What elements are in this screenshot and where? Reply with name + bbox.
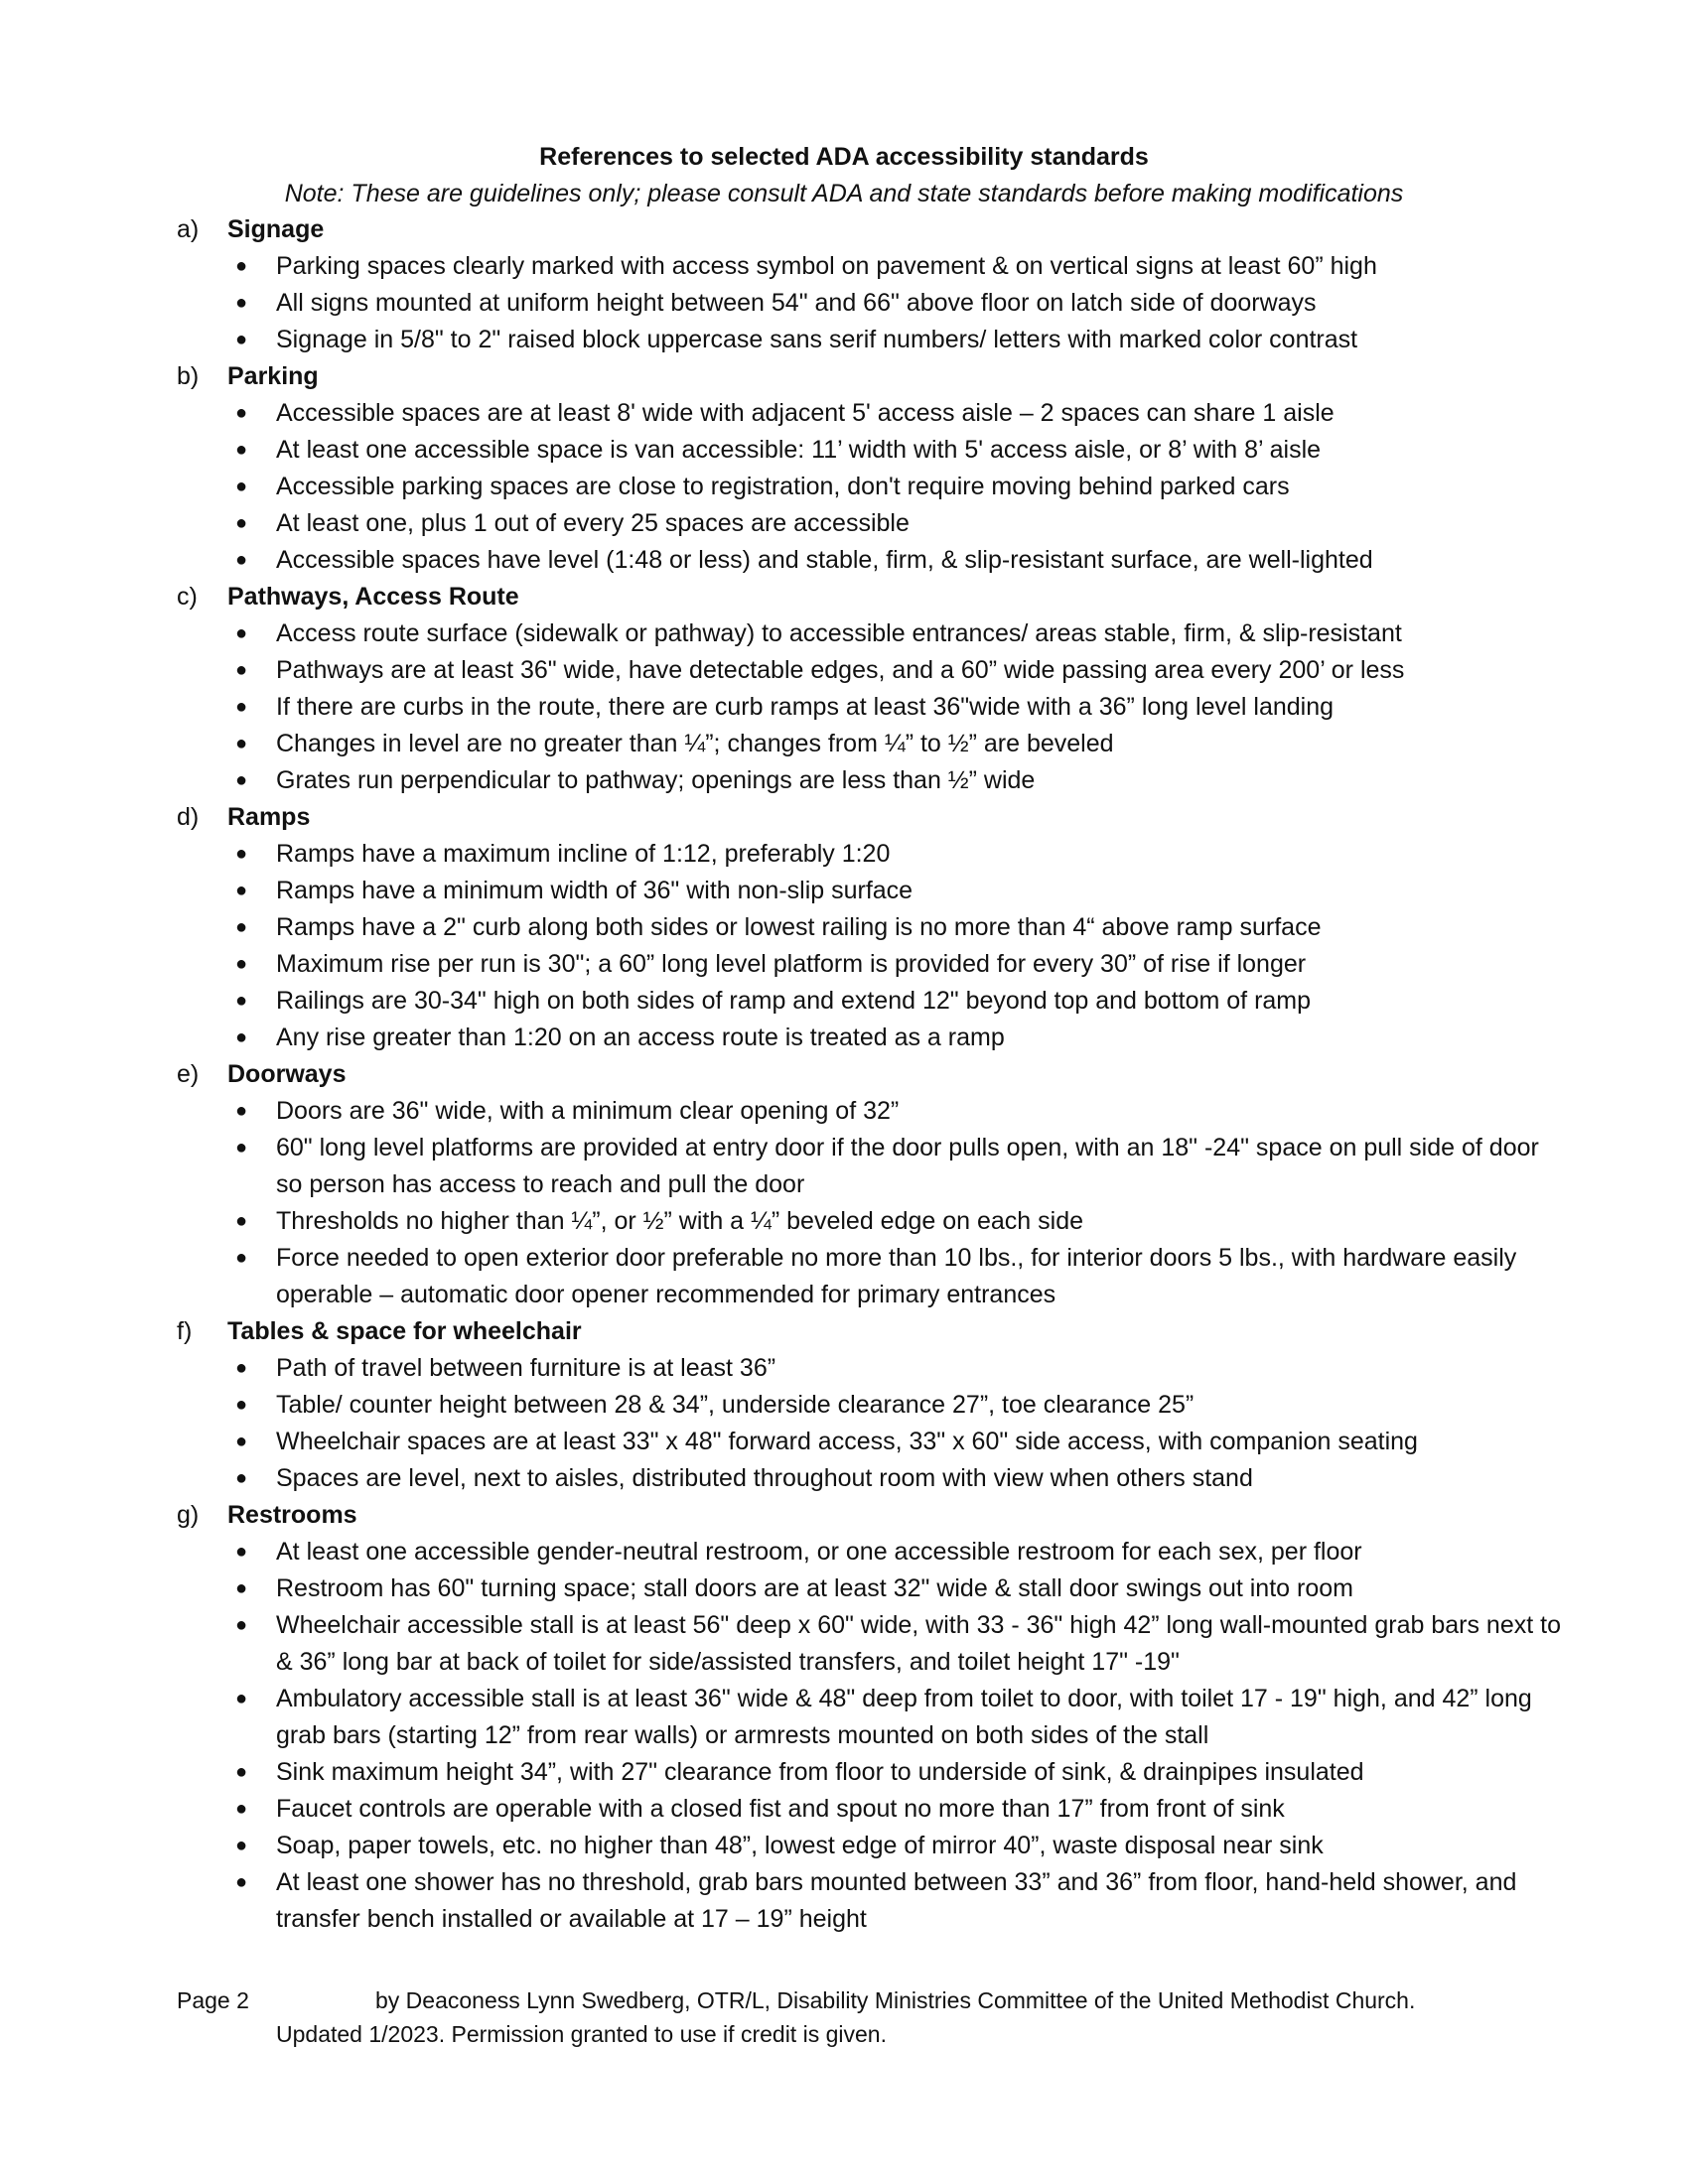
list-item-text: Soap, paper towels, etc. no higher than 48”, lowest edge of mirror 40”, waste disposal near sink <box>276 1832 1324 1859</box>
list-item <box>177 432 1567 469</box>
section-list <box>177 836 1567 1056</box>
list-item <box>177 726 1567 762</box>
list-item <box>177 1130 1567 1203</box>
section-letter: b) <box>177 362 200 390</box>
section-list <box>177 248 1567 358</box>
section-heading <box>177 211 1567 248</box>
list-item-text: Pathways are at least 36" wide, have detectable edges, and a 60” wide passing area every 200’ or less <box>276 656 1405 684</box>
bullet-icon: ● <box>234 1100 248 1122</box>
list-item <box>177 1387 1567 1424</box>
list-item <box>177 946 1567 983</box>
list-item <box>177 285 1567 322</box>
list-item <box>177 762 1567 799</box>
bullet-icon: ● <box>234 1614 248 1636</box>
list-item-text: At least one shower has no threshold, grab bars mounted between 33” and 36” from floor, hand-held shower, and transfer bench installed or available at 17 – 19” height <box>276 1868 1517 1933</box>
list-item-text: Ramps have a maximum incline of 1:12, preferably 1:20 <box>276 840 891 868</box>
section-letter: g) <box>177 1501 200 1529</box>
bullet-icon: ● <box>234 1761 248 1783</box>
list-item-text: Any rise greater than 1:20 on an access route is treated as a ramp <box>276 1024 1005 1051</box>
bullet-icon: ● <box>234 1467 248 1489</box>
bullet-icon: ● <box>234 402 248 424</box>
bullet-icon: ● <box>234 733 248 754</box>
list-item-text: Force needed to open exterior door preferable no more than 10 lbs., for interior doors 5 lbs., with hardware easily operable – automatic door opener recommended for primary entrances <box>276 1244 1517 1308</box>
section-heading <box>177 799 1567 836</box>
footer-line <box>177 1983 1567 2017</box>
list-item-text: Path of travel between furniture is at least 36” <box>276 1354 776 1382</box>
section-list <box>177 1350 1567 1497</box>
bullet-icon: ● <box>234 292 248 314</box>
bullet-icon: ● <box>234 476 248 497</box>
standards-sections <box>177 211 1567 1938</box>
section-heading <box>177 1313 1567 1350</box>
list-item <box>177 322 1567 358</box>
bullet-icon: ● <box>234 696 248 718</box>
section <box>177 1313 1567 1497</box>
list-item-text: At least one, plus 1 out of every 25 spaces are accessible <box>276 509 910 537</box>
list-item <box>177 1350 1567 1387</box>
list-item-text: Doors are 36" wide, with a minimum clear opening of 32” <box>276 1097 900 1125</box>
section <box>177 1497 1567 1938</box>
section-list <box>177 395 1567 579</box>
list-item-text: Changes in level are no greater than ¼”; changes from ¼” to ½” are beveled <box>276 730 1114 757</box>
bullet-icon: ● <box>234 916 248 938</box>
section-letter: d) <box>177 803 200 831</box>
list-item <box>177 1020 1567 1056</box>
bullet-icon: ● <box>234 1247 248 1269</box>
list-item <box>177 1424 1567 1460</box>
bullet-icon: ● <box>234 1431 248 1452</box>
list-item-text: All signs mounted at uniform height between 54" and 66" above floor on latch side of doorways <box>276 289 1317 317</box>
list-item <box>177 873 1567 909</box>
section-heading <box>177 579 1567 615</box>
list-item <box>177 652 1567 689</box>
list-item <box>177 983 1567 1020</box>
list-item <box>177 469 1567 505</box>
section-title: Parking <box>227 362 319 390</box>
list-item <box>177 395 1567 432</box>
bullet-icon: ● <box>234 1798 248 1820</box>
section-list <box>177 615 1567 799</box>
list-item <box>177 248 1567 285</box>
list-item-text: Faucet controls are operable with a closed fist and spout no more than 17” from front of sink <box>276 1795 1285 1823</box>
list-item <box>177 1203 1567 1240</box>
bullet-icon: ● <box>234 549 248 571</box>
section-title: Restrooms <box>227 1501 357 1529</box>
section-heading <box>177 1497 1567 1534</box>
list-item <box>177 1681 1567 1754</box>
bullet-icon: ● <box>234 953 248 975</box>
list-item-text: Parking spaces clearly marked with access symbol on pavement & on vertical signs at least 60” high <box>276 252 1377 280</box>
list-item-text: Spaces are level, next to aisles, distributed throughout room with view when others stand <box>276 1464 1253 1492</box>
bullet-icon: ● <box>234 659 248 681</box>
bullet-icon: ● <box>234 1871 248 1893</box>
list-item-text: Table/ counter height between 28 & 34”, underside clearance 27”, toe clearance 25” <box>276 1391 1195 1419</box>
section <box>177 799 1567 1056</box>
list-item-text: Grates run perpendicular to pathway; openings are less than ½” wide <box>276 766 1036 794</box>
section <box>177 579 1567 799</box>
list-item-text: Maximum rise per run is 30"; a 60” long level platform is provided for every 30” of rise if longer <box>276 950 1307 978</box>
bullet-icon: ● <box>234 512 248 534</box>
list-item-text: 60" long level platforms are provided at entry door if the door pulls open, with an 18" -24" space on pull side of door so person has access to reach and pull the door <box>276 1134 1539 1198</box>
bullet-icon: ● <box>234 880 248 901</box>
list-item-text: Accessible parking spaces are close to registration, don't require moving behind parked cars <box>276 473 1290 500</box>
list-item <box>177 542 1567 579</box>
section-title: Pathways, Access Route <box>227 583 519 611</box>
list-item <box>177 1864 1567 1938</box>
section-heading <box>177 1056 1567 1093</box>
list-item-text: Accessible spaces have level (1:48 or less) and stable, firm, & slip-resistant surface, are well-lighted <box>276 546 1373 574</box>
bullet-icon: ● <box>234 1026 248 1048</box>
bullet-icon: ● <box>234 843 248 865</box>
bullet-icon: ● <box>234 1688 248 1709</box>
list-item <box>177 1607 1567 1681</box>
list-item-text: Ramps have a minimum width of 36" with non-slip surface <box>276 877 914 904</box>
bullet-icon: ● <box>234 622 248 644</box>
bullet-icon: ● <box>234 1835 248 1856</box>
bullet-icon: ● <box>234 255 248 277</box>
list-item-text: Signage in 5/8" to 2" raised block uppercase sans serif numbers/ letters with marked color contrast <box>276 326 1358 353</box>
section-heading <box>177 358 1567 395</box>
section <box>177 211 1567 358</box>
list-item <box>177 1754 1567 1791</box>
list-item-text: At least one accessible space is van accessible: 11’ width with 5' access aisle, or 8’ with 8’ aisle <box>276 436 1322 464</box>
list-item-text: Wheelchair spaces are at least 33" x 48" forward access, 33" x 60" side access, with companion seating <box>276 1428 1418 1455</box>
list-item <box>177 615 1567 652</box>
bullet-icon: ● <box>234 769 248 791</box>
footer-credit-continued: Updated 1/2023. Permission granted to use if credit is given. <box>276 2021 887 2047</box>
page-number: Page 2 <box>177 1987 249 2013</box>
bullet-icon: ● <box>234 1137 248 1159</box>
list-item-text: If there are curbs in the route, there are curb ramps at least 36"wide with a 36” long level landing <box>276 693 1335 721</box>
list-item-text: Railings are 30-34" high on both sides of ramp and extend 12" beyond top and bottom of ramp <box>276 987 1312 1015</box>
list-item-text: Access route surface (sidewalk or pathway) to accessible entrances/ areas stable, firm, & slip-resistant <box>276 619 1402 647</box>
list-item <box>177 1828 1567 1864</box>
list-item <box>177 1240 1567 1313</box>
bullet-icon: ● <box>234 1210 248 1232</box>
list-item <box>177 836 1567 873</box>
list-item <box>177 1791 1567 1828</box>
list-item <box>177 909 1567 946</box>
bullet-icon: ● <box>234 1577 248 1599</box>
section-title: Signage <box>227 215 325 243</box>
list-item-text: Ramps have a 2" curb along both sides or lowest railing is no more than 4“ above ramp surface <box>276 913 1322 941</box>
list-item-text: Thresholds no higher than ¼”, or ½” with a ¼” beveled edge on each side <box>276 1207 1084 1235</box>
disclaimer-note: Note: These are guidelines only; please consult ADA and state standards before making modifications <box>284 180 1404 207</box>
section-title: Doorways <box>227 1060 347 1088</box>
list-item-text: Restroom has 60" turning space; stall doors are at least 32" wide & stall door swings out into room <box>276 1574 1353 1602</box>
list-item-text: Sink maximum height 34”, with 27" clearance from floor to underside of sink, & drainpipes insulated <box>276 1758 1364 1786</box>
section-letter: a) <box>177 215 200 243</box>
list-item <box>177 1093 1567 1130</box>
bullet-icon: ● <box>234 439 248 461</box>
section <box>177 358 1567 579</box>
section-letter: e) <box>177 1060 200 1088</box>
bullet-icon: ● <box>234 329 248 350</box>
bullet-icon: ● <box>234 1541 248 1563</box>
list-item <box>177 689 1567 726</box>
section-letter: c) <box>177 583 198 611</box>
section <box>177 1056 1567 1313</box>
list-item-text: Ambulatory accessible stall is at least 36" wide & 48" deep from toilet to door, with toilet 17 - 19" high, and 42” long grab bars (starting 12” from rear walls) or armrests mounted on both sides of the stall <box>276 1685 1532 1749</box>
list-item-text: Accessible spaces are at least 8' wide with adjacent 5' access aisle – 2 spaces can share 1 aisle <box>276 399 1335 427</box>
section-title: Tables & space for wheelchair <box>227 1317 582 1345</box>
list-item-text: At least one accessible gender-neutral restroom, or one accessible restroom for each sex, per floor <box>276 1538 1362 1566</box>
list-item <box>177 1460 1567 1497</box>
page-footer <box>177 1983 1567 2051</box>
section-list <box>177 1093 1567 1313</box>
list-item <box>177 1570 1567 1607</box>
page-title: References to selected ADA accessibility standards <box>539 143 1149 171</box>
section-list <box>177 1534 1567 1938</box>
bullet-icon: ● <box>234 990 248 1012</box>
section-title: Ramps <box>227 803 311 831</box>
bullet-icon: ● <box>234 1394 248 1416</box>
footer-credit: by Deaconess Lynn Swedberg, OTR/L, Disability Ministries Committee of the United Methodist Church. <box>375 1987 1416 2013</box>
list-item <box>177 505 1567 542</box>
section-letter: f) <box>177 1317 193 1345</box>
list-item-text: Wheelchair accessible stall is at least 56" deep x 60" wide, with 33 - 36" high 42” long wall-mounted grab bars next to & 36” long bar at back of toilet for side/assisted transfers, and toilet height 17" -19" <box>276 1611 1561 1676</box>
list-item <box>177 1534 1567 1570</box>
bullet-icon: ● <box>234 1357 248 1379</box>
